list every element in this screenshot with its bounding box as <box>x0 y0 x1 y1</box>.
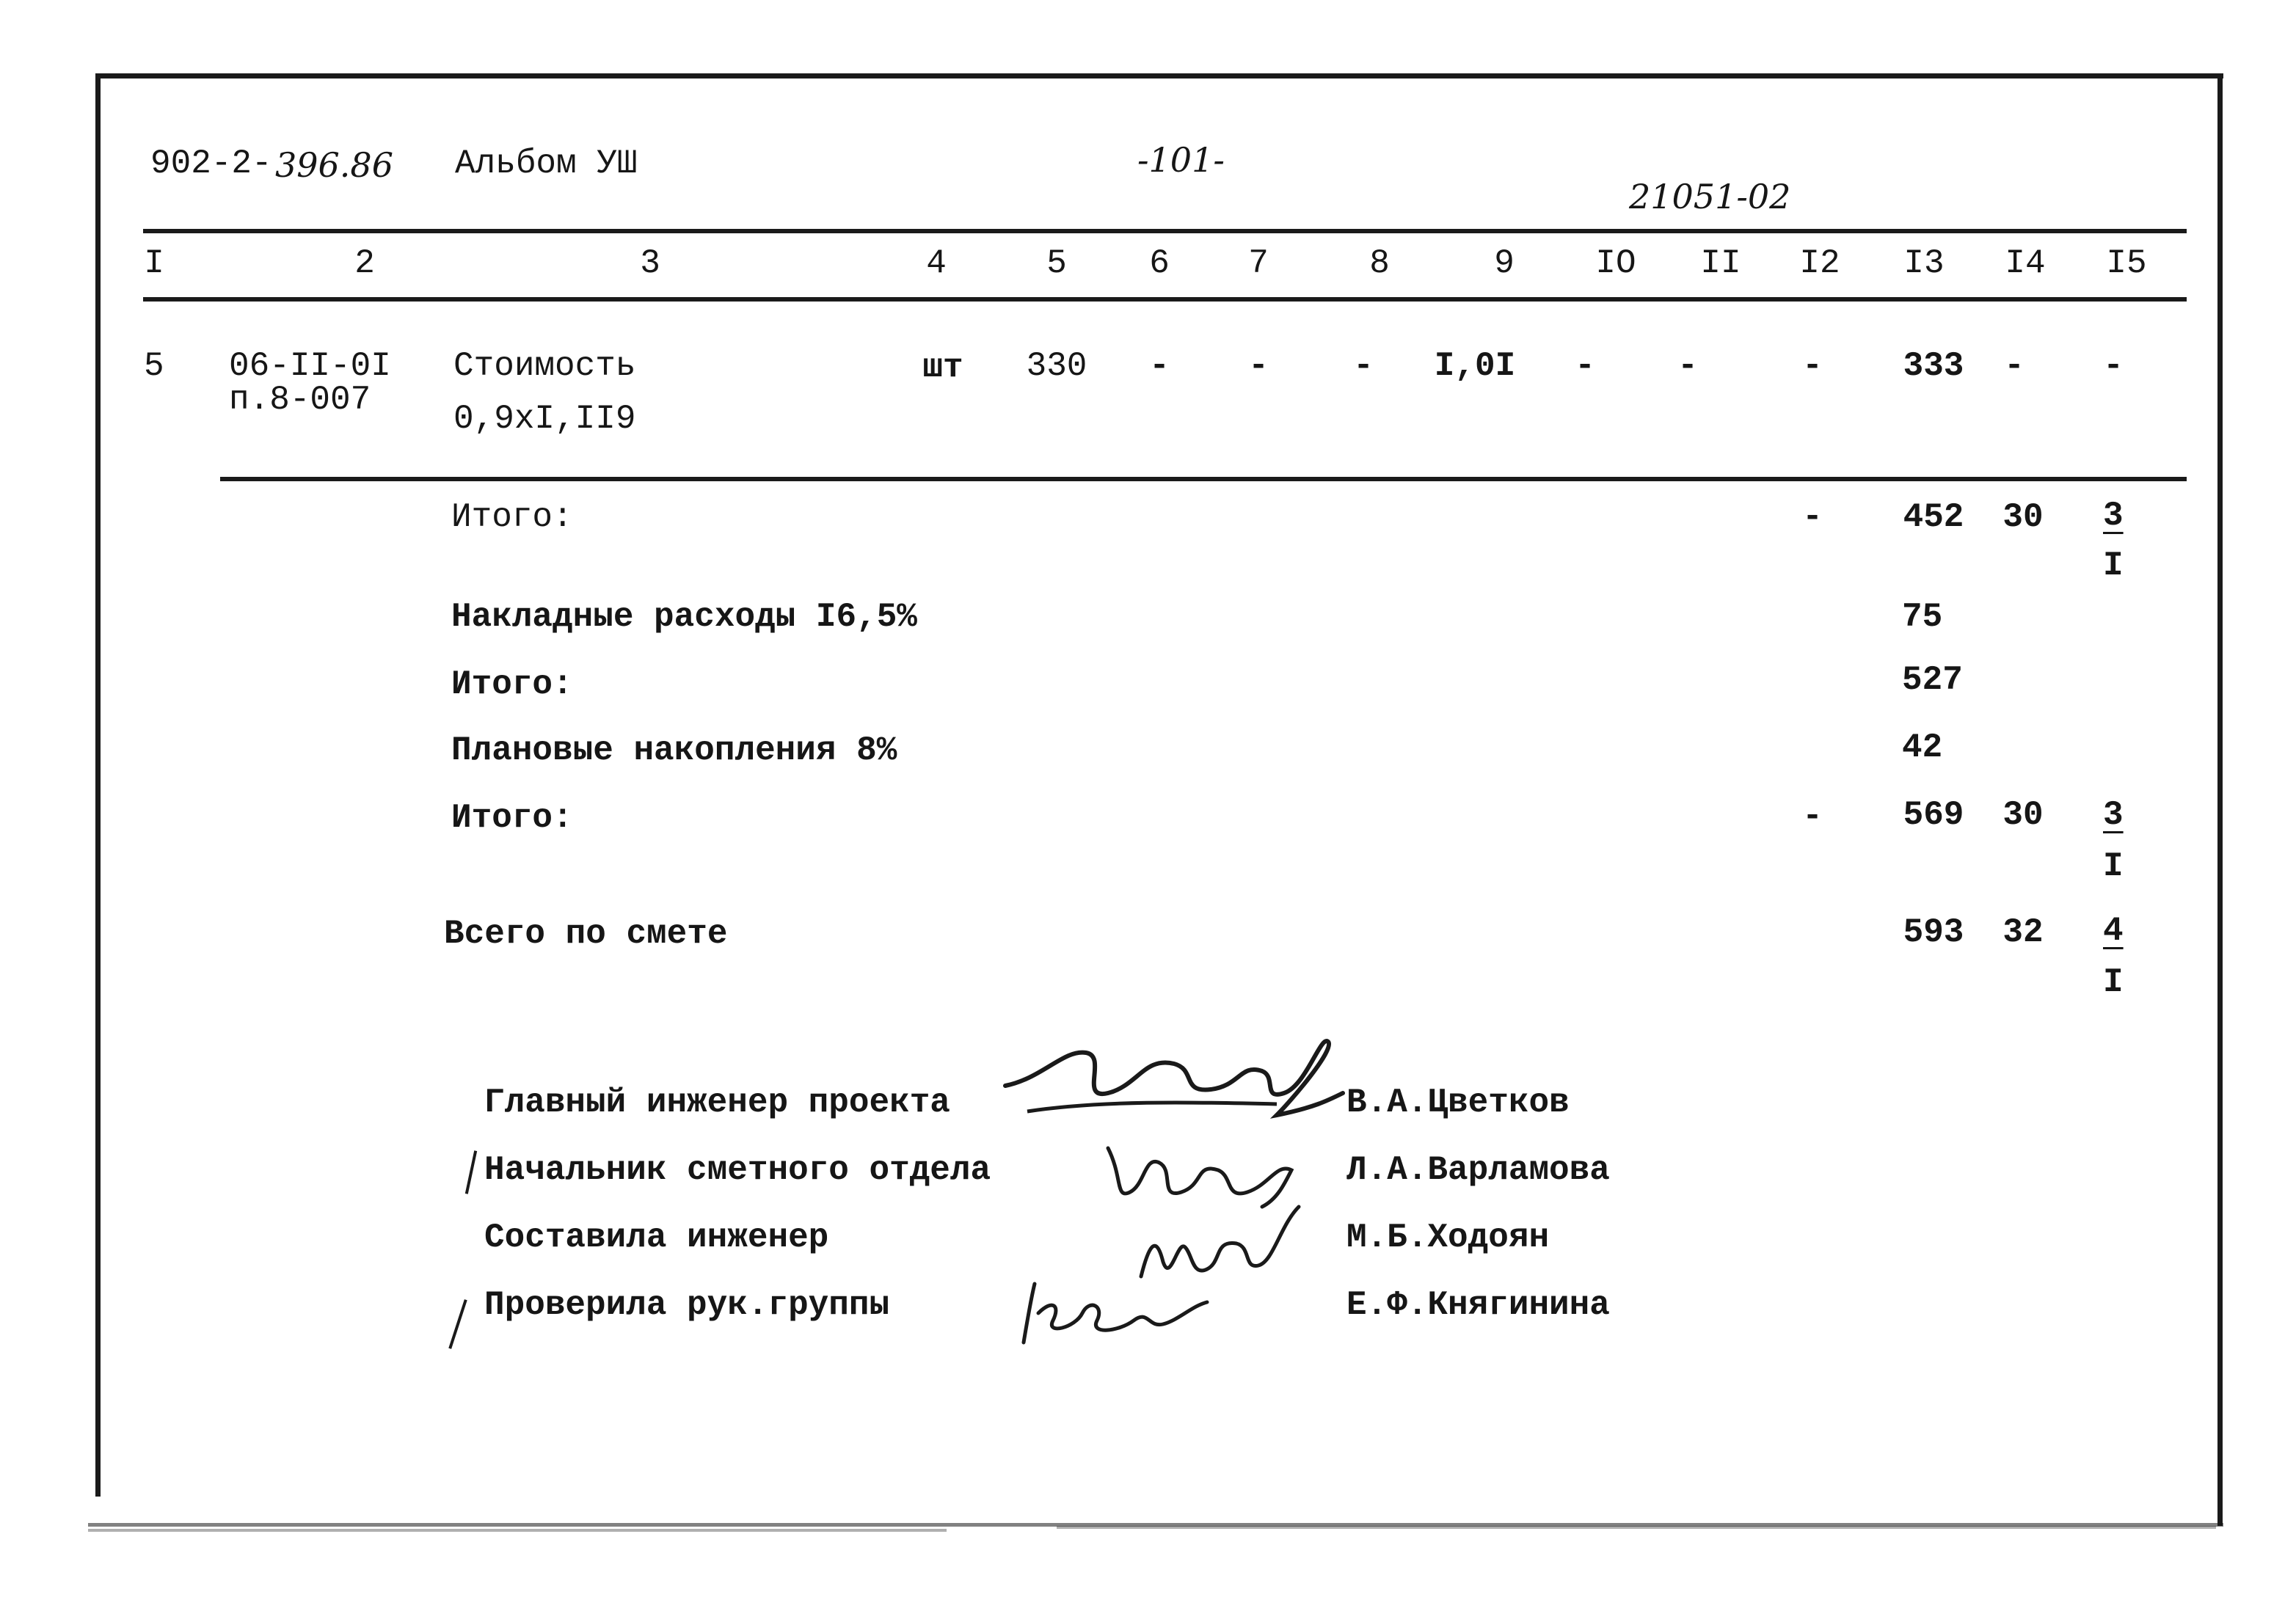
column-header: I <box>144 244 164 282</box>
column-header: 7 <box>1248 244 1269 282</box>
planned-savings-label: Плановые накопления 8% <box>451 731 897 770</box>
doc-code-printed: 902-2- <box>150 145 272 183</box>
grand-total-col15-denominator: I <box>2103 963 2124 1001</box>
row-unit: шт <box>922 348 963 387</box>
frame-left <box>95 73 101 1497</box>
header-rule-top <box>143 229 2187 233</box>
column-header: 6 <box>1149 244 1170 282</box>
total-3-col12: - <box>1802 797 1823 836</box>
sheet-code: 21051-02 <box>1629 177 1791 216</box>
signature-scribble <box>998 1020 1343 1137</box>
margin-mark <box>448 1299 467 1349</box>
total-1-col12: - <box>1802 498 1823 536</box>
total-1-label: Итого: <box>451 498 573 536</box>
column-header: I3 <box>1903 244 1945 282</box>
row-col8: - <box>1353 347 1374 385</box>
row-col7: - <box>1248 347 1269 385</box>
row-col6: - <box>1149 347 1170 385</box>
signature-scribble <box>1009 1262 1214 1350</box>
row-number: 5 <box>144 347 164 385</box>
signature-role: Начальник сметного отдела <box>484 1151 991 1189</box>
signature-role: Проверила рук.группы <box>484 1286 890 1324</box>
totals-separator <box>220 477 2187 481</box>
total-3-col15-numerator: 3 <box>2103 796 2124 834</box>
grand-total-col13: 593 <box>1903 913 1964 951</box>
signature-name: М.Б.Ходоян <box>1346 1219 1550 1257</box>
total-3-label: Итого: <box>451 799 573 837</box>
column-header: II <box>1700 244 1741 282</box>
margin-mark <box>465 1150 477 1194</box>
row-code-line1: 06-II-0I <box>229 347 391 385</box>
row-name-line1: Стоимость <box>453 347 636 385</box>
signature-role: Главный инженер проекта <box>484 1084 950 1122</box>
signature-name: В.А.Цветков <box>1346 1084 1570 1122</box>
row-col13: 333 <box>1903 347 1964 385</box>
page-number: -101- <box>1137 140 1225 180</box>
total-2-label: Итого: <box>451 665 573 704</box>
row-code-line2: п.8-007 <box>229 381 371 419</box>
total-3-col14: 30 <box>2002 796 2044 834</box>
total-1-col15-numerator: 3 <box>2103 497 2124 535</box>
signature-role: Составила инженер <box>484 1219 829 1257</box>
column-header: I4 <box>2005 244 2046 282</box>
row-col14: - <box>2004 347 2025 385</box>
row-col5: 330 <box>1026 347 1087 385</box>
signature-scribble <box>1101 1133 1299 1214</box>
row-col12: - <box>1802 347 1823 385</box>
total-1-col14: 30 <box>2002 498 2044 536</box>
total-1-col15-denominator: I <box>2103 547 2124 585</box>
overhead-col13: 75 <box>1902 598 1943 636</box>
signature-name: Л.А.Варламова <box>1346 1151 1610 1189</box>
frame-right <box>2217 73 2223 1526</box>
row-col9: I,0I <box>1434 347 1516 385</box>
total-2-col13: 527 <box>1902 661 1963 699</box>
column-header: I5 <box>2106 244 2147 282</box>
column-header: 8 <box>1369 244 1390 282</box>
column-header: 4 <box>926 244 947 282</box>
grand-total-label: Всего по смете <box>444 915 728 953</box>
header-rule-bottom <box>143 297 2187 302</box>
row-col11: - <box>1677 347 1698 385</box>
column-header: 2 <box>354 244 375 282</box>
grand-total-col15-numerator: 4 <box>2103 912 2124 950</box>
grand-total-col14: 32 <box>2002 913 2044 951</box>
row-col10: - <box>1575 347 1595 385</box>
signature-name: Е.Ф.Княгинина <box>1346 1286 1610 1324</box>
total-1-col13: 452 <box>1903 498 1964 536</box>
total-3-col15-denominator: I <box>2103 847 2124 885</box>
overhead-label: Накладные расходы I6,5% <box>451 598 917 636</box>
column-header: 9 <box>1494 244 1515 282</box>
album-label: Альбом УШ <box>455 145 638 183</box>
column-header: I2 <box>1799 244 1840 282</box>
column-header: 5 <box>1046 244 1067 282</box>
scan-artifact <box>1057 1526 2216 1529</box>
column-header: IO <box>1595 244 1636 282</box>
row-col15: - <box>2103 347 2124 385</box>
total-3-col13: 569 <box>1903 796 1964 834</box>
scan-artifact <box>88 1529 947 1532</box>
planned-savings-col13: 42 <box>1902 728 1943 767</box>
frame-top <box>95 73 2223 78</box>
row-name-line2: 0,9хI,II9 <box>453 400 636 438</box>
column-header: 3 <box>640 244 660 282</box>
doc-code-handwritten: 396.86 <box>275 145 393 185</box>
